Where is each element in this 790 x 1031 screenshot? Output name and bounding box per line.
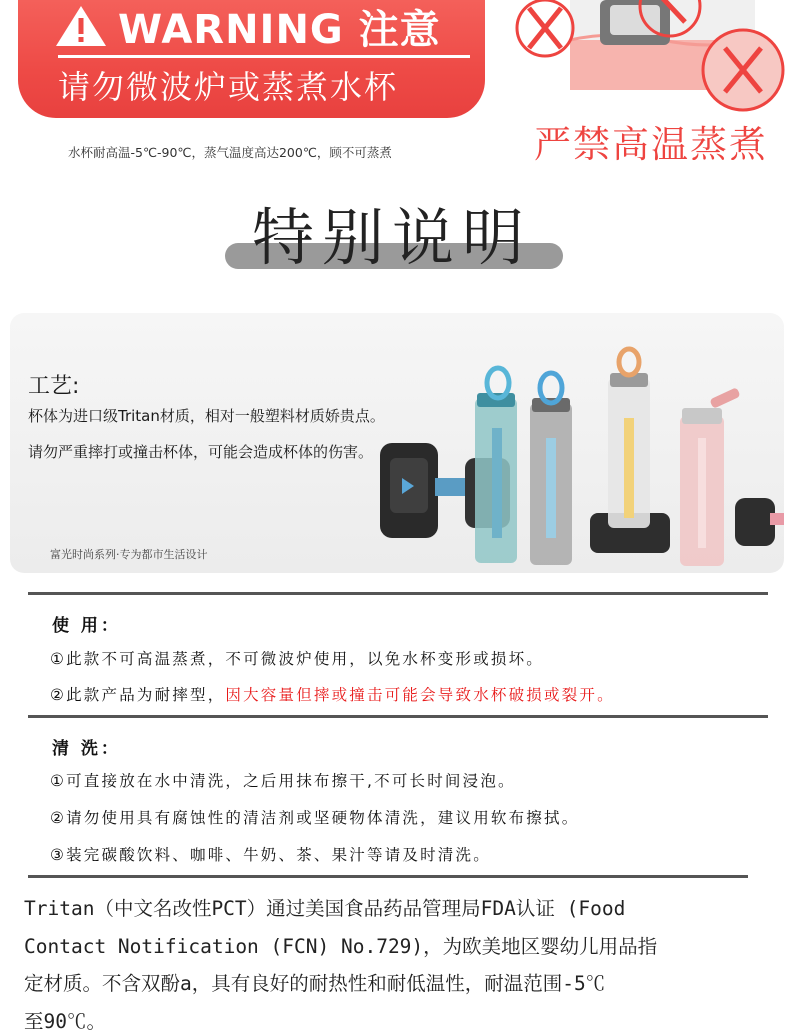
warning-title: WARNING 注意	[118, 6, 441, 53]
steam-ban-label: 严禁高温蒸煮	[534, 123, 768, 166]
tritan-line-4: 至90℃。	[24, 1009, 106, 1031]
usage-heading: 使 用：	[52, 616, 121, 636]
craft-line-2: 请勿严重摔打或撞击杯体，可能会造成杯体的伤害。	[28, 443, 374, 461]
craft-heading: 工艺:	[28, 374, 80, 399]
cleaning-item-1: ①可直接放在水中清洗，之后用抹布擦干,不可长时间浸泡。	[50, 772, 516, 790]
usage-item-2-prefix: ②此款产品为耐摔型，	[50, 686, 226, 704]
warning-title-row	[54, 2, 441, 53]
cleaning-heading: 清 洗：	[52, 739, 121, 759]
warning-banner	[18, 0, 485, 118]
bottles-photo	[380, 338, 784, 573]
cleaning-item-2: ②请勿使用具有腐蚀性的清洁剂或坚硬物体清洗，建议用软布擦拭。	[50, 809, 580, 827]
usage-item-1: ①此款不可高温蒸煮，不可微波炉使用，以免水杯变形或损坏。	[50, 650, 544, 668]
tritan-line-1: Tritan（中文名改性PCT）通过美国食品药品管理局FDA认证 (Food	[24, 897, 626, 920]
warning-subtitle: 请勿微波炉或蒸煮水杯	[58, 68, 399, 106]
usage-item-2-warning: 因大容量但摔或撞击可能会导致水杯破损或裂开。	[225, 686, 615, 704]
photo-caption: 富光时尚系列·专为都市生活设计	[50, 548, 208, 561]
usage-top-rule	[28, 592, 768, 595]
warning-triangle-icon	[54, 4, 108, 48]
product-photo-panel	[10, 313, 784, 573]
cleaning-item-3: ③装完碳酸饮料、咖啡、牛奶、茶、果汁等请及时清洗。	[50, 846, 491, 864]
craft-line-1: 杯体为进口级Tritan材质，相对一般塑料材质娇贵点。	[28, 407, 385, 425]
tritan-line-2: Contact Notification (FCN) No.729)，为欧美地区婴幼儿用品指	[24, 934, 658, 958]
tritan-line-3: 定材质。不含双酚a，具有良好的耐热性和耐低温性，耐温范围-5℃	[24, 972, 606, 995]
usage-item-2	[50, 683, 615, 705]
cleaning-bottom-rule	[28, 875, 748, 878]
temperature-note: 水杯耐高温-5℃-90℃，蒸气温度高达200℃，顾不可蒸煮	[68, 145, 392, 160]
steam-ban-illustration	[515, 0, 790, 118]
warning-divider	[58, 55, 470, 58]
tritan-description	[24, 890, 776, 1031]
usage-bottom-rule	[28, 715, 768, 718]
section-title: 特别说明	[252, 201, 533, 274]
